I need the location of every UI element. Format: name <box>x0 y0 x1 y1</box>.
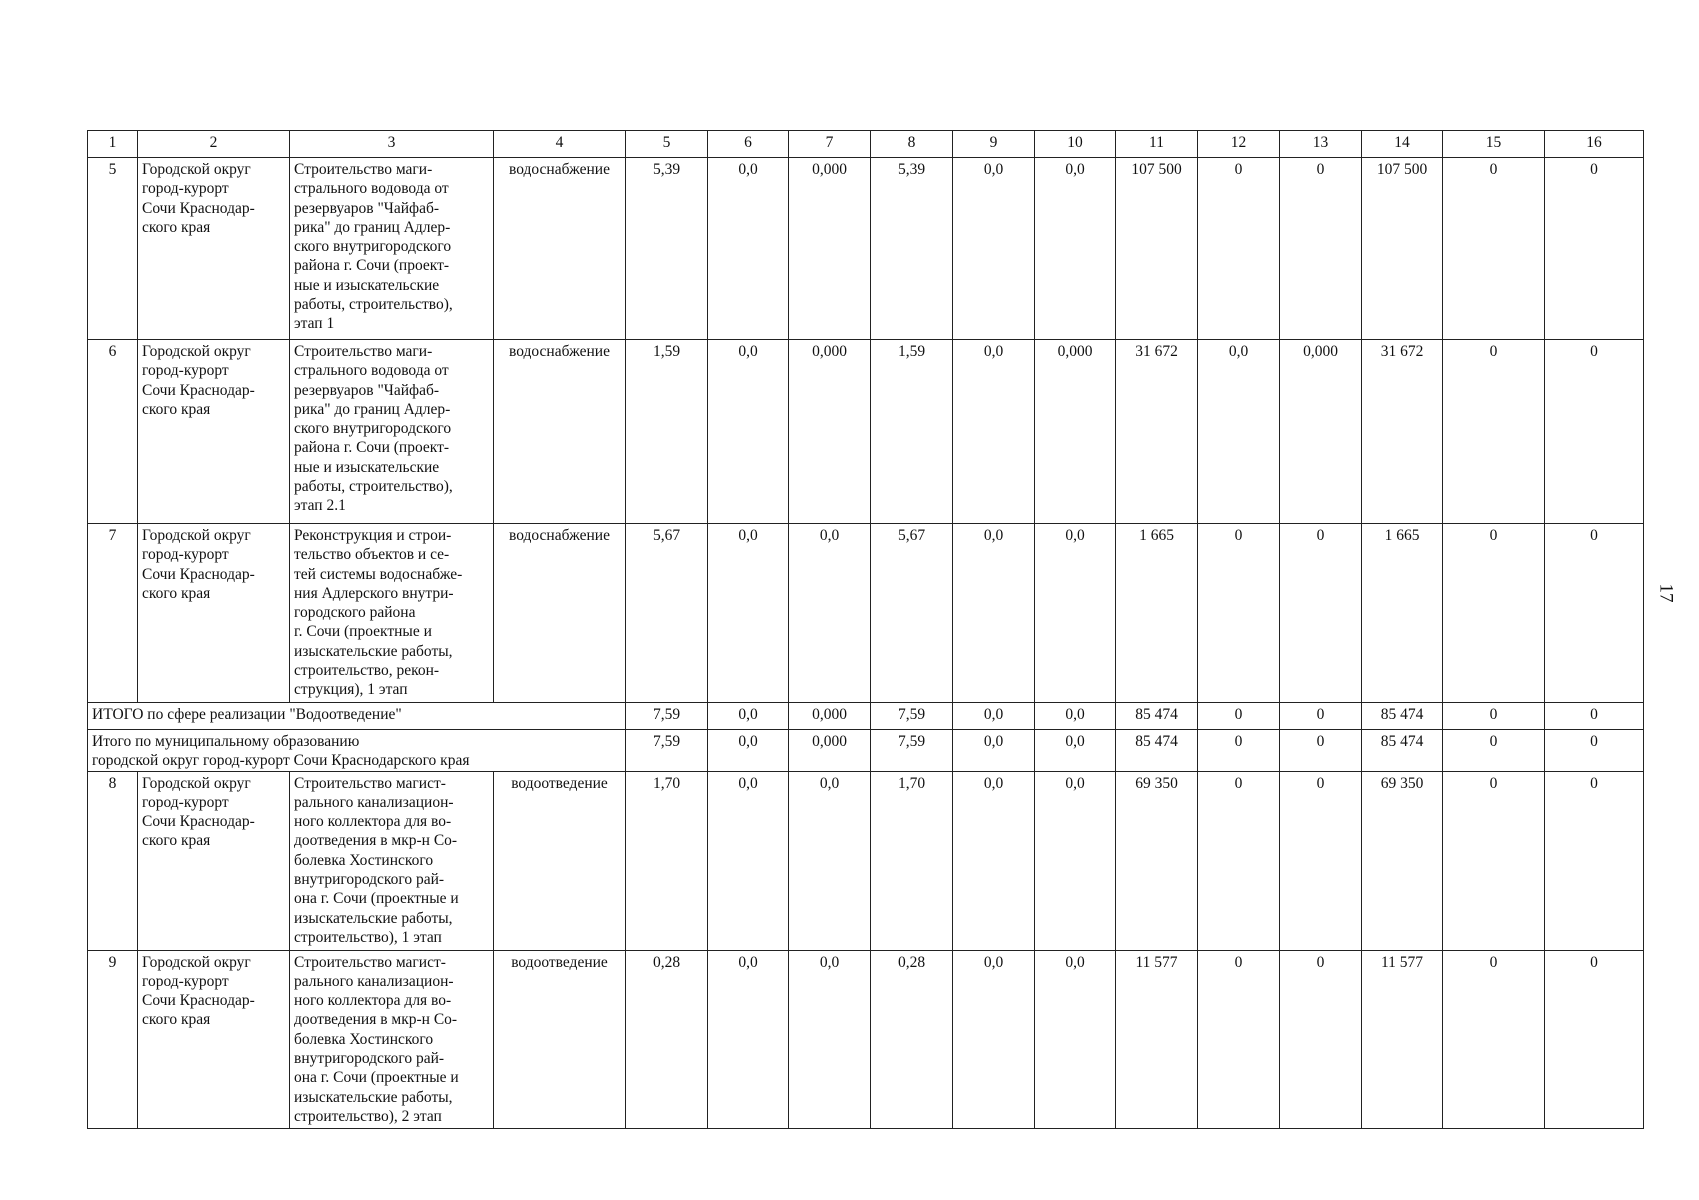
description-line: доотведения в мкр-н Со- <box>294 832 458 850</box>
description-line: рика" до границ Адлер- <box>294 400 451 418</box>
value-cell: 5,67 <box>626 524 708 703</box>
value-cell: 1,59 <box>626 340 708 524</box>
value-cell: 0 <box>1280 158 1362 340</box>
value-cell: 0 <box>1443 771 1545 950</box>
value-cell: 5,39 <box>871 158 953 340</box>
value-cell: 0 <box>1198 524 1280 703</box>
page-number: 17 <box>1655 583 1677 603</box>
sphere-cell: водоснабжение <box>494 524 626 703</box>
description-line: Строительство маги- <box>294 161 433 178</box>
municipality-line: ского края <box>142 400 211 418</box>
total-label <box>88 730 626 772</box>
sphere-cell: водоотведение <box>494 950 626 1128</box>
value-cell: 0,0 <box>789 771 871 950</box>
value-cell: 85 474 <box>1116 730 1198 772</box>
description-line: тельство объектов и се- <box>294 546 450 564</box>
municipality-line: Сочи Краснодар- <box>142 381 255 399</box>
description-line: рального канализацион- <box>294 972 454 990</box>
description-line: ного коллектора для во- <box>294 813 452 831</box>
municipality-line: Городской округ <box>142 953 251 971</box>
table-row <box>88 950 1644 1128</box>
municipality-cell <box>138 158 290 340</box>
value-cell: 0 <box>1280 524 1362 703</box>
value-cell: 0 <box>1443 703 1545 730</box>
description-line: резервуаров "Чайфаб- <box>294 199 440 217</box>
value-cell: 0 <box>1443 730 1545 772</box>
row-index: 9 <box>88 950 138 1128</box>
column-number: 10 <box>1035 131 1116 158</box>
municipality-cell <box>138 524 290 703</box>
table-row <box>88 771 1644 950</box>
municipality-line: город-курорт <box>142 546 229 564</box>
column-number-row <box>88 131 1644 158</box>
description-line: тей системы водоснабже- <box>294 565 463 583</box>
description-line: изыскательские работы, <box>294 909 453 927</box>
description-line: резервуаров "Чайфаб- <box>294 381 440 399</box>
value-cell: 0,28 <box>626 950 708 1128</box>
value-cell: 0 <box>1545 771 1644 950</box>
value-cell: 0,000 <box>789 730 871 772</box>
value-cell: 0,0 <box>1035 524 1116 703</box>
value-cell: 7,59 <box>626 703 708 730</box>
value-cell: 69 350 <box>1362 771 1443 950</box>
description-line: ные и изыскательские <box>294 276 440 294</box>
column-number: 4 <box>494 131 626 158</box>
value-cell: 0 <box>1443 340 1545 524</box>
value-cell: 0,0 <box>789 950 871 1128</box>
value-cell: 0,0 <box>708 158 789 340</box>
description-line: Строительство магист- <box>294 953 446 971</box>
municipality-line: Сочи Краснодар- <box>142 992 255 1010</box>
value-cell: 0,000 <box>1035 340 1116 524</box>
value-cell: 0,0 <box>1035 703 1116 730</box>
description-line: района г. Сочи (проект- <box>294 257 450 275</box>
value-cell: 0 <box>1545 950 1644 1128</box>
value-cell: 5,67 <box>871 524 953 703</box>
value-cell: 0,0 <box>1035 950 1116 1128</box>
municipality-line: Сочи Краснодар- <box>142 199 255 217</box>
municipality-line: Городской округ <box>142 161 251 178</box>
sphere-cell: водоснабжение <box>494 340 626 524</box>
value-cell: 0 <box>1443 524 1545 703</box>
description-line: болевка Хостинского <box>294 1030 434 1048</box>
value-cell: 0,0 <box>953 524 1035 703</box>
municipality-cell <box>138 340 290 524</box>
sphere-cell: водоснабжение <box>494 158 626 340</box>
municipality-line: город-курорт <box>142 362 229 380</box>
table-row <box>88 340 1644 524</box>
column-number: 11 <box>1116 131 1198 158</box>
description-line: ского внутригородского <box>294 420 452 438</box>
description-line: района г. Сочи (проект- <box>294 439 450 457</box>
total-row <box>88 730 1644 772</box>
value-cell: 0,0 <box>1035 771 1116 950</box>
description-line: стрального водовода от <box>294 180 449 198</box>
value-cell: 11 577 <box>1116 950 1198 1128</box>
description-line: ные и изыскательские <box>294 458 440 476</box>
project-description-cell <box>290 524 494 703</box>
value-cell: 0,0 <box>1035 158 1116 340</box>
description-line: Реконструкция и строи- <box>294 527 452 544</box>
description-line: стрального водовода от <box>294 362 449 380</box>
description-line: Строительство маги- <box>294 343 433 360</box>
column-number: 16 <box>1545 131 1644 158</box>
municipality-line: ского края <box>142 832 211 850</box>
description-line: работы, строительство), <box>294 478 453 496</box>
row-index: 7 <box>88 524 138 703</box>
column-number: 9 <box>953 131 1035 158</box>
description-line: ного коллектора для во- <box>294 992 452 1010</box>
value-cell: 0,0 <box>708 950 789 1128</box>
municipality-line: город-курорт <box>142 793 229 811</box>
description-line: Строительство магист- <box>294 774 446 792</box>
value-cell: 85 474 <box>1116 703 1198 730</box>
municipality-line: Сочи Краснодар- <box>142 813 255 831</box>
value-cell: 0 <box>1280 771 1362 950</box>
value-cell: 0 <box>1198 771 1280 950</box>
investment-program-table <box>87 130 1644 1129</box>
municipality-line: Городской округ <box>142 774 251 792</box>
value-cell: 0,0 <box>953 703 1035 730</box>
total-label-line: Итого по муниципальному образованию <box>92 733 360 750</box>
description-line: доотведения в мкр-н Со- <box>294 1011 458 1029</box>
value-cell: 0 <box>1198 950 1280 1128</box>
value-cell: 0 <box>1545 524 1644 703</box>
value-cell: 0,0 <box>708 340 789 524</box>
column-number: 1 <box>88 131 138 158</box>
description-line: строительство, рекон- <box>294 662 440 680</box>
description-line: болевка Хостинского <box>294 851 434 869</box>
municipality-line: ского края <box>142 1011 211 1029</box>
project-description-cell <box>290 950 494 1128</box>
municipality-line: Городской округ <box>142 527 251 544</box>
municipality-line: Сочи Краснодар- <box>142 565 255 583</box>
column-number: 7 <box>789 131 871 158</box>
value-cell: 0,0 <box>953 730 1035 772</box>
value-cell: 0,0 <box>953 340 1035 524</box>
value-cell: 69 350 <box>1116 771 1198 950</box>
column-number: 13 <box>1280 131 1362 158</box>
value-cell: 11 577 <box>1362 950 1443 1128</box>
description-line: струкция), 1 этап <box>294 681 408 699</box>
value-cell: 0,0 <box>953 158 1035 340</box>
column-number: 14 <box>1362 131 1443 158</box>
value-cell: 31 672 <box>1116 340 1198 524</box>
column-number: 3 <box>290 131 494 158</box>
column-number: 5 <box>626 131 708 158</box>
value-cell: 0 <box>1198 703 1280 730</box>
value-cell: 7,59 <box>626 730 708 772</box>
value-cell: 7,59 <box>871 730 953 772</box>
municipality-cell <box>138 950 290 1128</box>
description-line: строительство), 1 этап <box>294 928 442 946</box>
value-cell: 0,0 <box>953 950 1035 1128</box>
value-cell: 85 474 <box>1362 730 1443 772</box>
column-number: 15 <box>1443 131 1545 158</box>
total-label-line: городской округ город-курорт Сочи Краснодарского края <box>92 752 470 770</box>
value-cell: 0,0 <box>708 771 789 950</box>
row-index: 8 <box>88 771 138 950</box>
value-cell: 1,59 <box>871 340 953 524</box>
description-line: рика" до границ Адлер- <box>294 218 451 236</box>
project-description-cell <box>290 158 494 340</box>
value-cell: 1,70 <box>871 771 953 950</box>
municipality-line: ского края <box>142 218 211 236</box>
municipality-cell <box>138 771 290 950</box>
value-cell: 0 <box>1443 158 1545 340</box>
municipality-line: Городской округ <box>142 343 251 360</box>
value-cell: 0 <box>1198 730 1280 772</box>
value-cell: 31 672 <box>1362 340 1443 524</box>
value-cell: 0 <box>1545 158 1644 340</box>
municipality-line: ского края <box>142 584 211 602</box>
value-cell: 0,0 <box>1035 730 1116 772</box>
value-cell: 0,000 <box>789 158 871 340</box>
value-cell: 7,59 <box>871 703 953 730</box>
value-cell: 5,39 <box>626 158 708 340</box>
value-cell: 0,000 <box>789 340 871 524</box>
value-cell: 0,0 <box>1198 340 1280 524</box>
total-label-line: ИТОГО по сфере реализации "Водоотведение" <box>92 706 402 723</box>
value-cell: 0,0 <box>708 703 789 730</box>
description-line: этап 2.1 <box>294 497 346 515</box>
value-cell: 0,0 <box>953 771 1035 950</box>
value-cell: 0,0 <box>708 730 789 772</box>
project-description-cell <box>290 340 494 524</box>
value-cell: 0 <box>1198 158 1280 340</box>
value-cell: 1 665 <box>1116 524 1198 703</box>
value-cell: 0,000 <box>1280 340 1362 524</box>
value-cell: 107 500 <box>1362 158 1443 340</box>
column-number: 2 <box>138 131 290 158</box>
value-cell: 0,28 <box>871 950 953 1128</box>
value-cell: 1 665 <box>1362 524 1443 703</box>
description-line: ского внутригородского <box>294 238 452 256</box>
value-cell: 0 <box>1280 703 1362 730</box>
value-cell: 0 <box>1280 950 1362 1128</box>
project-description-cell <box>290 771 494 950</box>
row-index: 5 <box>88 158 138 340</box>
value-cell: 0 <box>1280 730 1362 772</box>
description-line: внутригородского рай- <box>294 871 445 889</box>
value-cell: 0 <box>1545 703 1644 730</box>
total-label <box>88 703 626 730</box>
sphere-cell: водоотведение <box>494 771 626 950</box>
value-cell: 85 474 <box>1362 703 1443 730</box>
municipality-line: город-курорт <box>142 972 229 990</box>
row-index: 6 <box>88 340 138 524</box>
table-row <box>88 524 1644 703</box>
description-line: она г. Сочи (проектные и <box>294 1069 459 1087</box>
value-cell: 0,0 <box>708 524 789 703</box>
description-line: г. Сочи (проектные и <box>294 623 432 641</box>
value-cell: 0,0 <box>789 524 871 703</box>
column-number: 6 <box>708 131 789 158</box>
description-line: работы, строительство), <box>294 296 453 314</box>
description-line: изыскательские работы, <box>294 642 453 660</box>
description-line: изыскательские работы, <box>294 1088 453 1106</box>
description-line: рального канализацион- <box>294 793 454 811</box>
description-line: она г. Сочи (проектные и <box>294 890 459 908</box>
description-line: строительство), 2 этап <box>294 1107 442 1125</box>
value-cell: 0,000 <box>789 703 871 730</box>
value-cell: 0 <box>1545 340 1644 524</box>
total-row <box>88 703 1644 730</box>
description-line: городского района <box>294 604 416 622</box>
value-cell: 1,70 <box>626 771 708 950</box>
value-cell: 0 <box>1545 730 1644 772</box>
table-row <box>88 158 1644 340</box>
municipality-line: город-курорт <box>142 180 229 198</box>
description-line: ния Адлерского внутри- <box>294 584 454 602</box>
description-line: внутригородского рай- <box>294 1050 445 1068</box>
column-number: 8 <box>871 131 953 158</box>
value-cell: 0 <box>1443 950 1545 1128</box>
column-number: 12 <box>1198 131 1280 158</box>
value-cell: 107 500 <box>1116 158 1198 340</box>
description-line: этап 1 <box>294 315 335 333</box>
